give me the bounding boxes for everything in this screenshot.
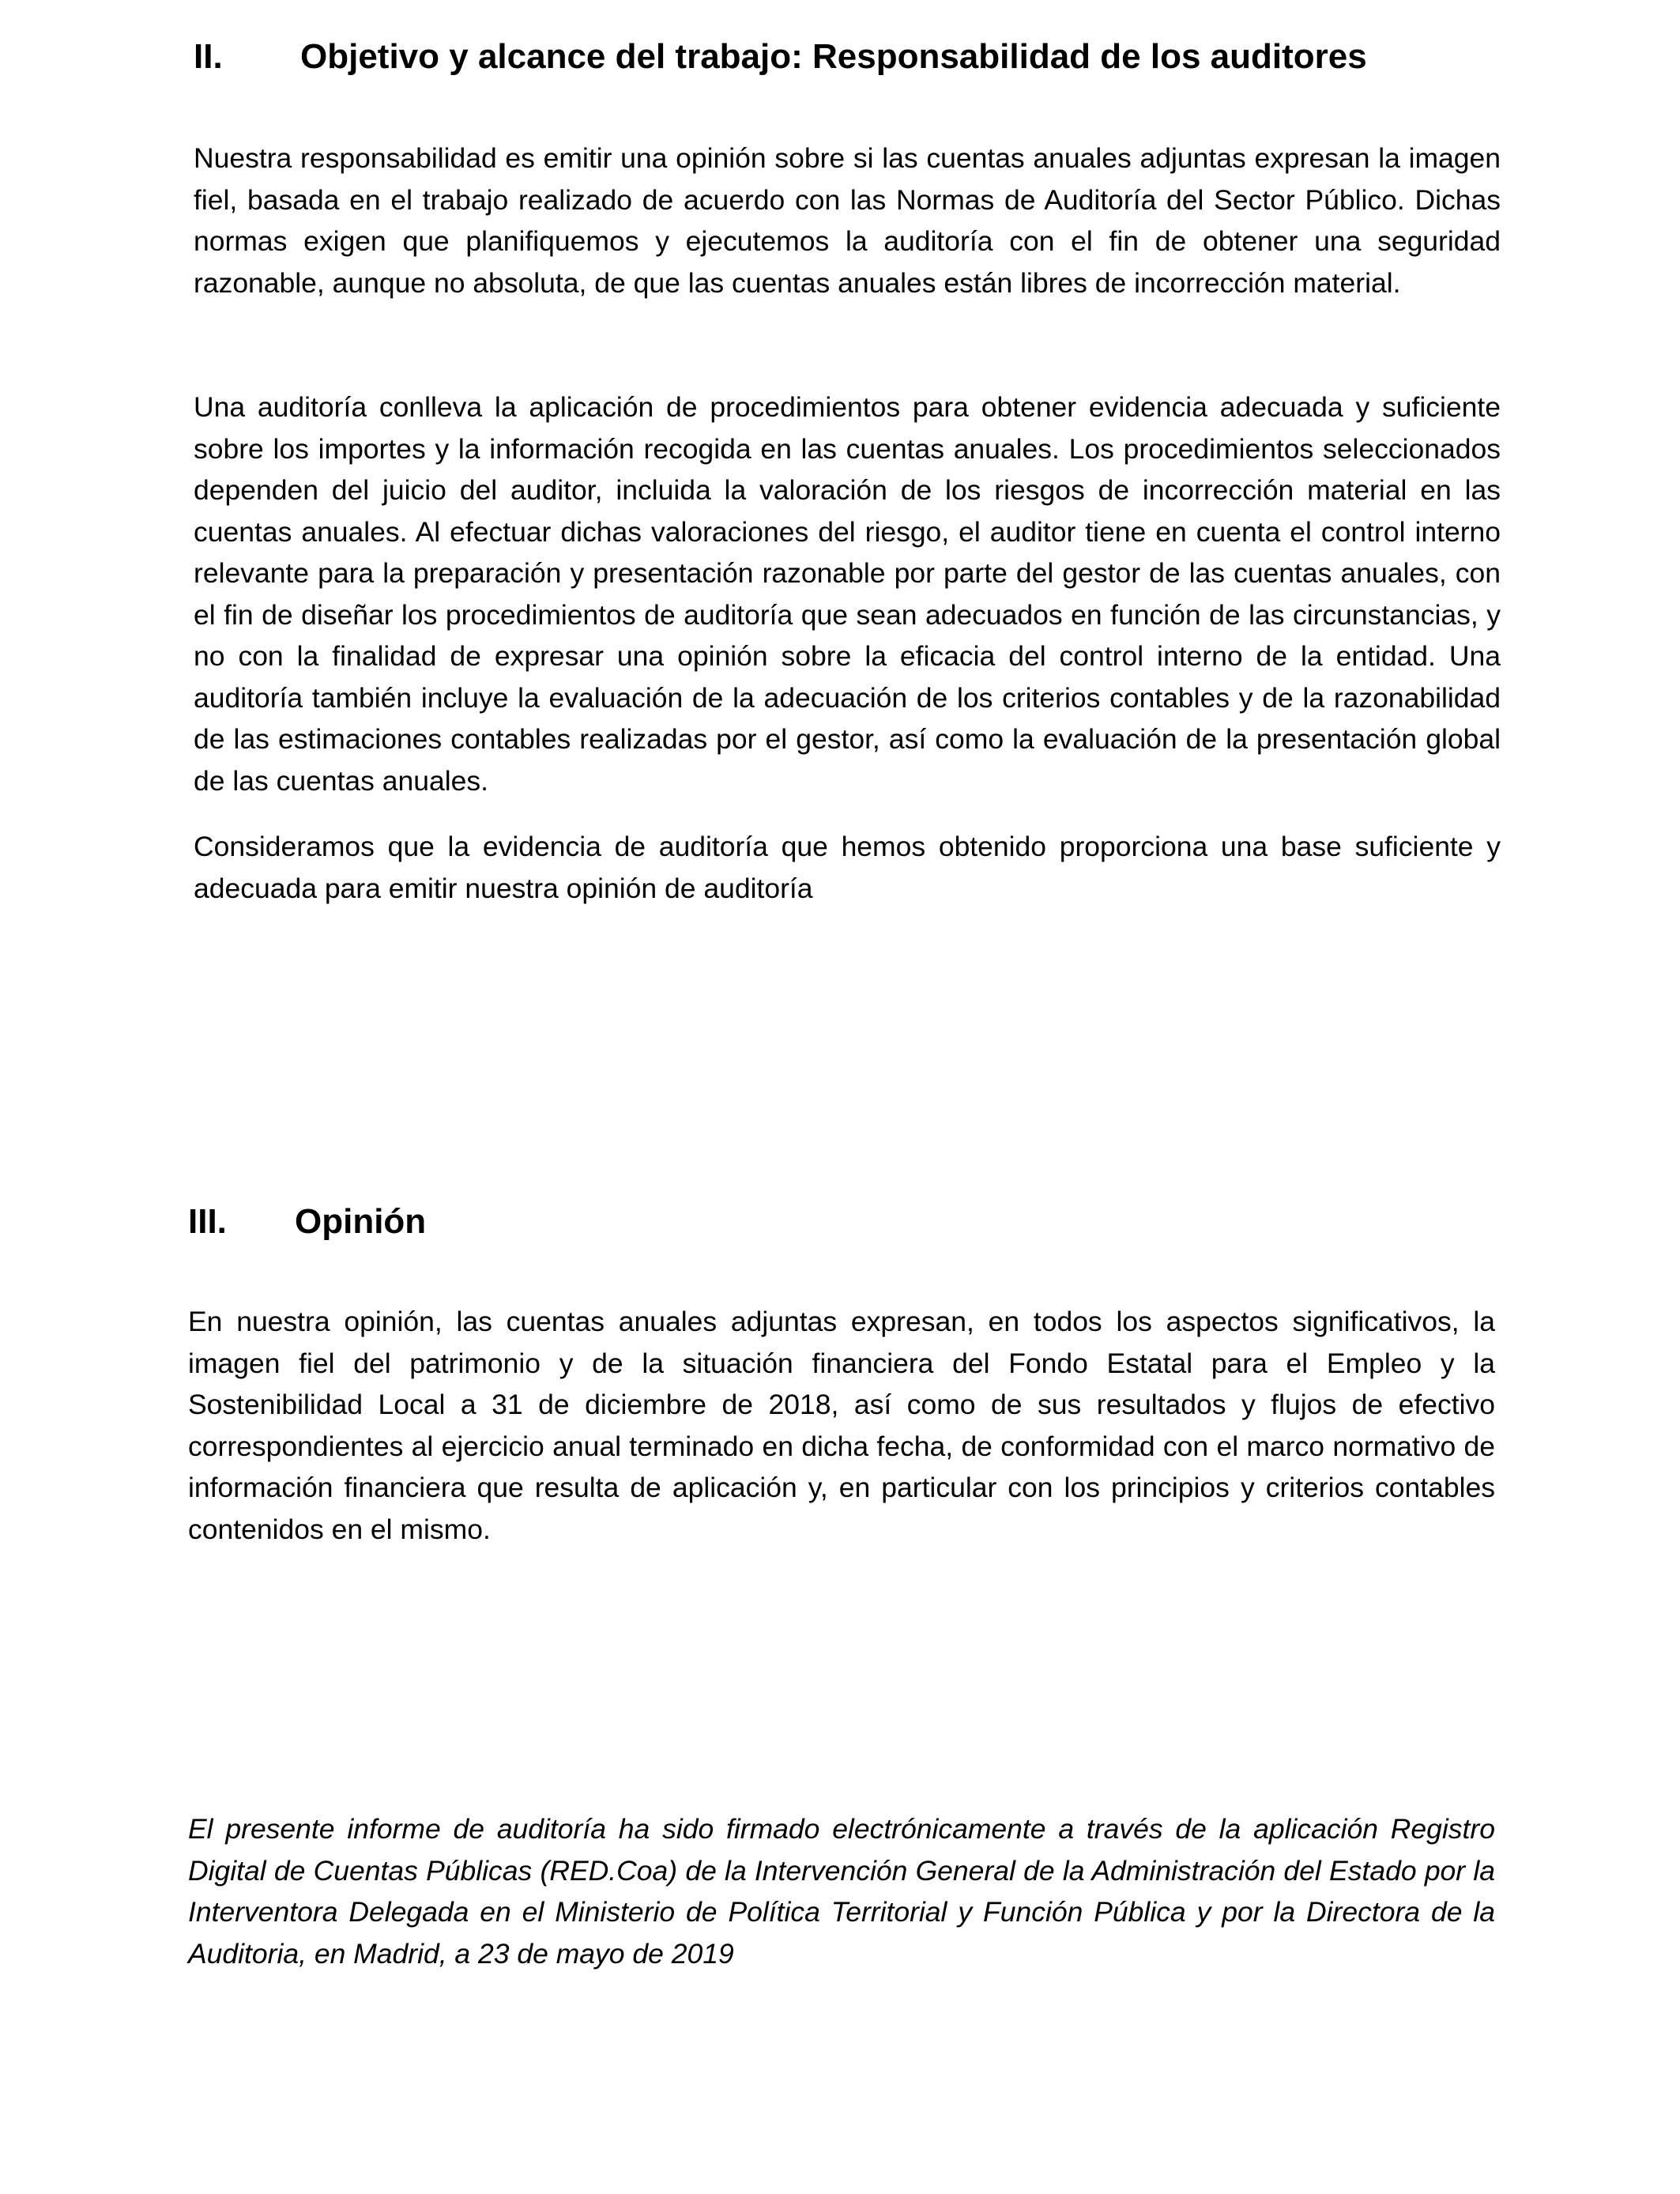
section-3-number: III. [188,1202,227,1241]
section-2-title: Objetivo y alcance del trabajo: Responsabilidad de los auditores [300,37,1367,76]
section-2-number: II. [194,37,223,76]
section-2-paragraph-2: Una auditoría conlleva la aplicación de procedimientos para obtener evidencia adecuada y suficiente sobre los importes y la información recogida en las cuentas anuales. Los procedimientos seleccionados dependen del juicio del auditor, incluida la valoración de los riesgos de incorrección material en las cuentas anuales. Al efectuar dichas valoraciones del riesgo, el auditor tiene en cuenta el control interno relevante para la preparación y presentación razonable por parte del gestor de las cuentas anuales, con el fin de diseñar los procedimientos de auditoría que sean adecuados en función de las circunstancias, y no con la finalidad de expresar una opinión sobre la eficacia del control interno de la entidad. Una auditoría también incluye la evaluación de la adecuación de los criterios contables y de la razonabilidad de las estimaciones contables realizadas por el gestor, así como la evaluación de la presentación global de las cuentas anuales. [194,391,1501,797]
section-2-paragraph-3: Consideramos que la evidencia de auditoría que hemos obtenido proporciona una base suficiente y adecuada para emitir nuestra opinión de auditoría [194,831,1501,904]
section-3-heading [188,1200,426,1244]
section-3-title: Opinión [295,1202,427,1241]
section-2-paragraph-1: Nuestra responsabilidad es emitir una opinión sobre si las cuentas anuales adjuntas expresan la imagen fiel, basada en el trabajo realizado de acuerdo con las Normas de Auditoría del Sector Público. Dichas normas exigen que planifiquemos y ejecutemos la auditoría con el fin de obtener una seguridad razonable, aunque no absoluta, de que las cuentas anuales están libres de incorrección material. [194,142,1501,299]
section-2-heading [194,35,1367,79]
section-3-paragraph-1: En nuestra opinión, las cuentas anuales adjuntas expresan, en todos los aspectos significativos, la imagen fiel del patrimonio y de la situación financiera del Fondo Estatal para el Empleo y la Sostenibilidad Local a 31 de diciembre de 2018, así como de sus resultados y flujos de efectivo correspondientes al ejercicio anual terminado en dicha fecha, de conformidad con el marco normativo de información financiera que resulta de aplicación y, en particular con los principios y criterios contables contenidos en el mismo. [188,1306,1495,1545]
signature-note: El presente informe de auditoría ha sido firmado electrónicamente a través de la aplicación Registro Digital de Cuentas Públicas (RED.Coa) de la Intervención General de la Administración del Estado por la Interventora Delegada en el Ministerio de Política Territorial y Función Pública y por la Directora de la Auditoria, en Madrid, a 23 de mayo de 2019 [188,1813,1495,1970]
